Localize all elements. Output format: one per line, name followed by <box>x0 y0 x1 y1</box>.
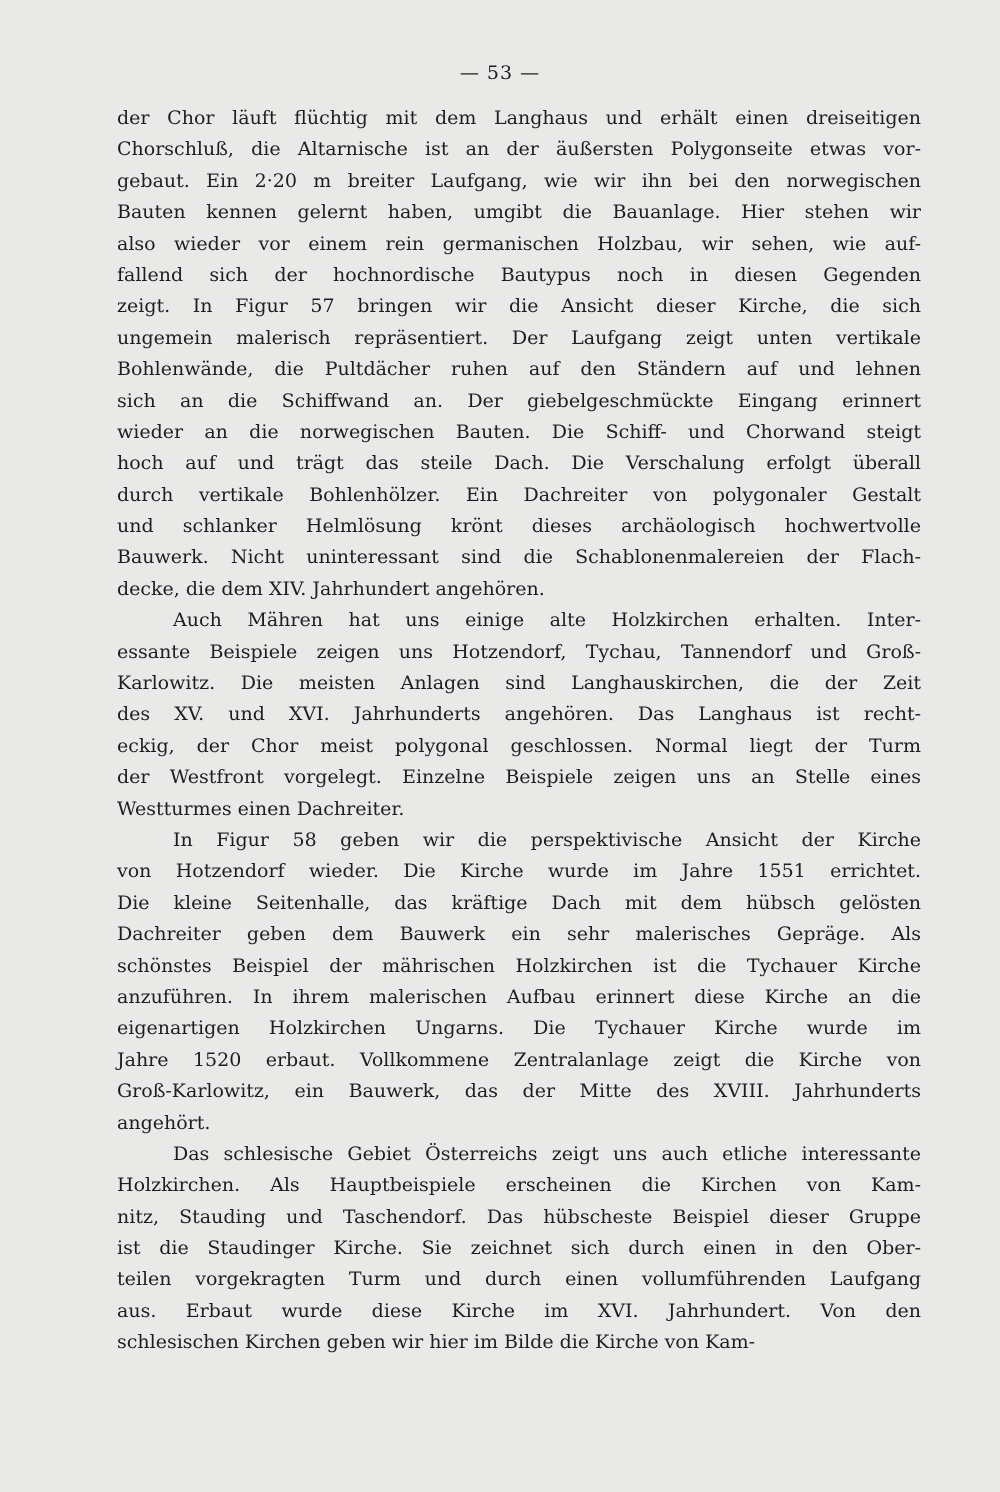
text-line: sich an die Schiffwand an. Der giebelgeschmückte Eingang erinnert <box>117 389 921 412</box>
text-line: Chorschluß, die Altarnische ist an der äußersten Polygonseite etwas vor- <box>117 138 921 161</box>
text-line: Holzkirchen. Als Hauptbeispiele erscheinen die Kirchen von Kam- <box>117 1174 921 1197</box>
text-line: eckig, der Chor meist polygonal geschlossen. Normal liegt der Turm <box>117 734 921 757</box>
text-line: zeigt. In Figur 57 bringen wir die Ansicht dieser Kirche, die sich <box>117 295 921 318</box>
text-line: aus. Erbaut wurde diese Kirche im XVI. Jahrhundert. Von den <box>117 1299 921 1322</box>
text-line: teilen vorgekragten Turm und durch einen vollumführenden Laufgang <box>117 1268 921 1291</box>
text-line: anzuführen. In ihrem malerischen Aufbau erinnert diese Kirche an die <box>117 985 921 1008</box>
text-line: essante Beispiele zeigen uns Hotzendorf, Tychau, Tannendorf und Groß- <box>117 640 921 663</box>
text-line: und schlanker Helmlösung krönt dieses archäologisch hochwertvolle <box>117 515 921 538</box>
text-line: gebaut. Ein 2·20 m breiter Laufgang, wie wir ihn bei den norwegischen <box>117 169 921 192</box>
text-line: fallend sich der hochnordische Bautypus noch in diesen Gegenden <box>117 263 921 286</box>
text-line: Groß-Karlowitz, ein Bauwerk, das der Mitte des XVIII. Jahrhunderts <box>117 1080 921 1103</box>
paragraph <box>117 103 921 605</box>
text-line: Bauten kennen gelernt haben, umgibt die Bauanlage. Hier stehen wir <box>117 201 921 224</box>
text-line: Auch Mähren hat uns einige alte Holzkirchen erhalten. Inter- <box>173 609 921 632</box>
text-line: durch vertikale Bohlenhölzer. Ein Dachreiter von polygonaler Gestalt <box>117 483 921 506</box>
text-line: Karlowitz. Die meisten Anlagen sind Langhauskirchen, die der Zeit <box>117 672 921 695</box>
paragraph <box>117 1139 921 1359</box>
text-line: schlesischen Kirchen geben wir hier im Bilde die Kirche von Kam- <box>117 1331 756 1354</box>
text-line: der Chor läuft flüchtig mit dem Langhaus und erhält einen dreiseitigen <box>117 107 921 129</box>
page-number: — 53 — <box>459 62 541 84</box>
text-line: ist die Staudinger Kirche. Sie zeichnet sich durch einen in den Ober- <box>117 1237 921 1260</box>
text-line: schönstes Beispiel der mährischen Holzkirchen ist die Tychauer Kirche <box>117 954 921 977</box>
text-line: Westturmes einen Dachreiter. <box>117 797 405 820</box>
body-text <box>117 103 921 1359</box>
text-line: Dachreiter geben dem Bauwerk ein sehr malerisches Gepräge. Als <box>117 923 921 946</box>
text-line: eigenartigen Holzkirchen Ungarns. Die Tychauer Kirche wurde im <box>117 1017 921 1040</box>
text-line: angehört. <box>117 1111 211 1134</box>
text-line: Bohlenwände, die Pultdächer ruhen auf den Ständern auf und lehnen <box>117 358 921 381</box>
paragraph <box>117 825 921 1139</box>
text-line: nitz, Stauding und Taschendorf. Das hübscheste Beispiel dieser Gruppe <box>117 1205 921 1228</box>
text-line: der Westfront vorgelegt. Einzelne Beispiele zeigen uns an Stelle eines <box>117 766 921 789</box>
text-line: Das schlesische Gebiet Österreichs zeigt uns auch etliche interessante <box>173 1142 921 1165</box>
text-line: decke, die dem XIV. Jahrhundert angehören. <box>117 577 545 600</box>
text-line: ungemein malerisch repräsentiert. Der Laufgang zeigt unten vertikale <box>117 326 921 349</box>
text-line: Bauwerk. Nicht uninteressant sind die Schablonenmalereien der Flach- <box>117 546 921 569</box>
text-line: des XV. und XVI. Jahrhunderts angehören. Das Langhaus ist recht- <box>117 703 921 726</box>
text-line: In Figur 58 geben wir die perspektivische Ansicht der Kirche <box>173 828 921 851</box>
text-line: Jahre 1520 erbaut. Vollkommene Zentralanlage zeigt die Kirche von <box>117 1048 921 1071</box>
text-line: also wieder vor einem rein germanischen Holzbau, wir sehen, wie auf- <box>117 232 921 255</box>
text-line: wieder an die norwegischen Bauten. Die Schiff- und Chorwand steigt <box>117 420 921 443</box>
text-line: von Hotzendorf wieder. Die Kirche wurde im Jahre 1551 errichtet. <box>117 860 921 883</box>
paragraph <box>117 605 921 825</box>
text-line: Die kleine Seitenhalle, das kräftige Dach mit dem hübsch gelösten <box>117 891 921 914</box>
text-line: hoch auf und trägt das steile Dach. Die Verschalung erfolgt überall <box>117 452 921 475</box>
